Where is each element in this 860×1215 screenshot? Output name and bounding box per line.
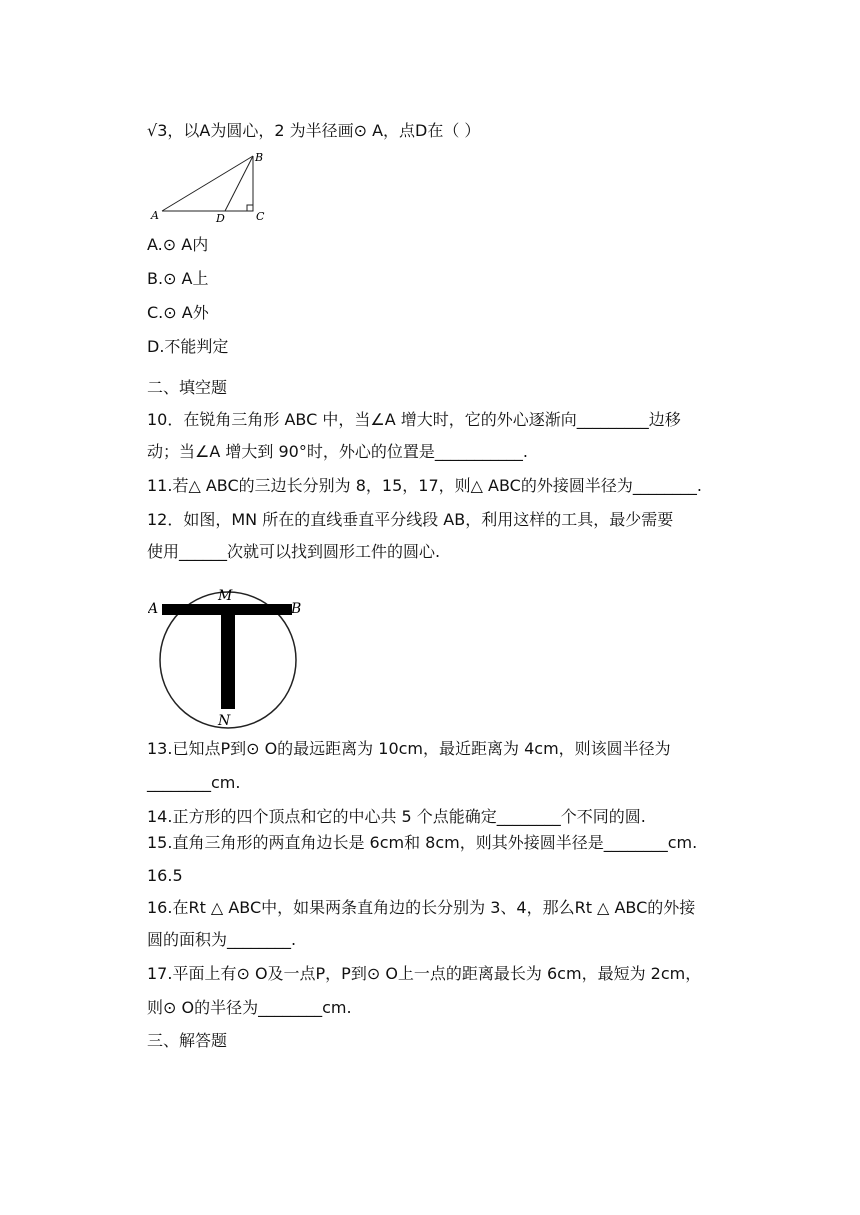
q13-line-1: 13.已知点P到⊙ O的最远距离为 10cm，最近距离为 4cm，则该圆半径为 bbox=[147, 739, 671, 758]
q10-line-1: 10．在锐角三角形 ABC 中，当∠A 增大时，它的外心逐渐向_________边移 bbox=[147, 410, 681, 429]
q16-line-1: 16.在Rt △ ABC中，如果两条直角边的长分别为 3、4，那么Rt △ ABC的外接 bbox=[147, 898, 696, 917]
section-3-heading: 三、解答题 bbox=[147, 1031, 228, 1050]
option-a: A.⊙ A内 bbox=[147, 235, 209, 254]
q16-5: 16.5 bbox=[147, 866, 183, 885]
point-b-label: B bbox=[291, 601, 302, 617]
point-m-label: M bbox=[218, 588, 233, 604]
option-c: C.⊙ A外 bbox=[147, 303, 209, 322]
vertex-d-label: D bbox=[216, 212, 225, 224]
q11: 11.若△ ABC的三边长分别为 8，15，17，则△ ABC的外接圆半径为________. bbox=[147, 476, 702, 495]
q12-line-1: 12．如图，MN 所在的直线垂直平分线段 AB，利用这样的工具，最少需要 bbox=[147, 510, 674, 529]
vertex-c-label: C bbox=[256, 210, 265, 223]
point-n-label: N bbox=[218, 713, 231, 729]
q15: 15.直角三角形的两直角边长是 6cm和 8cm，则其外接圆半径是________cm. bbox=[147, 833, 698, 852]
q17-line-1: 17.平面上有⊙ O及一点P，P到⊙ O上一点的距离最长为 6cm，最短为 2cm， bbox=[147, 964, 702, 983]
t-square-circle-figure bbox=[148, 584, 308, 730]
q12-line-2: 使用______次就可以找到圆形工件的圆心. bbox=[147, 542, 441, 561]
q13-line-2: ________cm. bbox=[147, 773, 241, 792]
vertex-a-label: A bbox=[151, 209, 159, 222]
option-b: B.⊙ A上 bbox=[147, 269, 209, 288]
q10-line-2: 动；当∠A 增大到 90°时，外心的位置是___________. bbox=[147, 442, 528, 461]
q16-line-2: 圆的面积为________. bbox=[147, 930, 297, 949]
point-a-label: A bbox=[148, 601, 159, 617]
q14: 14.正方形的四个顶点和它的中心共 5 个点能确定________个不同的圆. bbox=[147, 807, 646, 826]
section-2-heading: 二、填空题 bbox=[147, 378, 228, 397]
option-d: D.不能判定 bbox=[147, 337, 229, 356]
vertex-b-label: B bbox=[255, 151, 264, 164]
triangle-figure bbox=[148, 150, 270, 224]
q17-line-2: 则⊙ O的半径为________cm. bbox=[147, 998, 352, 1017]
q9-stem: √3，以A为圆心，2 为半径画⊙ A，点D在（ ） bbox=[147, 121, 481, 140]
